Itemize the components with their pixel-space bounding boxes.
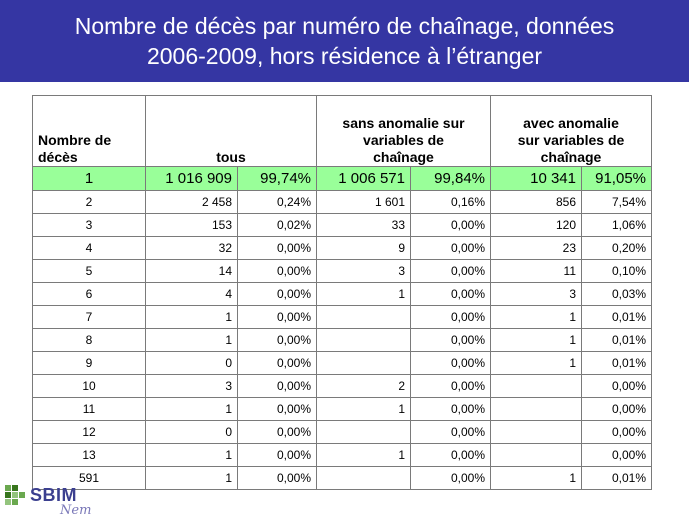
cell-avec-anomalie-pct: 7,54%: [582, 191, 652, 214]
cell-tous-n: 3: [146, 375, 238, 398]
cell-avec-anomalie-pct: 0,01%: [582, 306, 652, 329]
cell-sans-anomalie-pct: 0,16%: [411, 191, 491, 214]
cell-avec-anomalie-n: 1: [491, 467, 582, 490]
sbim-logo: [4, 484, 92, 518]
cell-avec-anomalie-n: 3: [491, 283, 582, 306]
table-row: [33, 375, 652, 398]
cell-avec-anomalie-n: 11: [491, 260, 582, 283]
cell-nombre-deces: 2: [33, 191, 146, 214]
cell-avec-anomalie-pct: 0,00%: [582, 421, 652, 444]
cell-avec-anomalie-pct: 0,00%: [582, 398, 652, 421]
cell-nombre-deces: 11: [33, 398, 146, 421]
cell-tous-pct: 0,00%: [238, 375, 317, 398]
cell-tous-pct: 0,00%: [238, 329, 317, 352]
deaths-table: [32, 95, 652, 490]
cell-tous-pct: 0,24%: [238, 191, 317, 214]
cell-sans-anomalie-pct: 0,00%: [411, 237, 491, 260]
table-row: [33, 283, 652, 306]
cell-nombre-deces: 5: [33, 260, 146, 283]
cell-tous-n: 1 016 909: [146, 167, 238, 191]
table-row: [33, 237, 652, 260]
cell-sans-anomalie-n: 1 006 571: [317, 167, 411, 191]
table-row: [33, 260, 652, 283]
table-row: [33, 214, 652, 237]
cell-tous-pct: 0,00%: [238, 467, 317, 490]
cell-sans-anomalie-n: [317, 329, 411, 352]
cell-avec-anomalie-n: 120: [491, 214, 582, 237]
cell-tous-pct: 0,00%: [238, 398, 317, 421]
header-tous: tous: [146, 96, 317, 167]
cell-tous-n: 153: [146, 214, 238, 237]
cell-avec-anomalie-pct: 0,10%: [582, 260, 652, 283]
cell-nombre-deces: 6: [33, 283, 146, 306]
cell-sans-anomalie-n: 1: [317, 444, 411, 467]
cell-nombre-deces: 7: [33, 306, 146, 329]
cell-sans-anomalie-n: 9: [317, 237, 411, 260]
cell-sans-anomalie-pct: 0,00%: [411, 467, 491, 490]
table-row: [33, 421, 652, 444]
cell-nombre-deces: 10: [33, 375, 146, 398]
cell-nombre-deces: 9: [33, 352, 146, 375]
cell-sans-anomalie-n: [317, 352, 411, 375]
logo-subtext: Nem: [60, 503, 92, 518]
cell-tous-n: 1: [146, 467, 238, 490]
table-row: [33, 444, 652, 467]
cell-tous-n: 2 458: [146, 191, 238, 214]
cell-sans-anomalie-n: 1 601: [317, 191, 411, 214]
cell-nombre-deces: 4: [33, 237, 146, 260]
slide-title: Nombre de décès par numéro de chaînage, données 2006-2009, hors résidence à l’étranger: [74, 13, 615, 69]
cell-avec-anomalie-n: 1: [491, 306, 582, 329]
table-row: [33, 467, 652, 490]
cell-avec-anomalie-n: 1: [491, 329, 582, 352]
cell-avec-anomalie-n: 10 341: [491, 167, 582, 191]
cell-avec-anomalie-pct: 0,01%: [582, 467, 652, 490]
cell-tous-pct: 0,00%: [238, 283, 317, 306]
cell-sans-anomalie-pct: 99,84%: [411, 167, 491, 191]
cell-avec-anomalie-n: 856: [491, 191, 582, 214]
cell-sans-anomalie-pct: 0,00%: [411, 352, 491, 375]
cell-tous-n: 1: [146, 444, 238, 467]
header-sans-anomalie: sans anomalie sur variables de chaînage: [317, 96, 491, 167]
cell-avec-anomalie-n: [491, 421, 582, 444]
table-row: [33, 306, 652, 329]
cell-sans-anomalie-pct: 0,00%: [411, 306, 491, 329]
cell-tous-pct: 0,00%: [238, 260, 317, 283]
cell-sans-anomalie-pct: 0,00%: [411, 214, 491, 237]
cell-tous-n: 0: [146, 421, 238, 444]
cell-tous-pct: 99,74%: [238, 167, 317, 191]
cell-nombre-deces: 13: [33, 444, 146, 467]
logo-text: SBIM: [30, 484, 77, 505]
table-row: [33, 352, 652, 375]
cell-sans-anomalie-n: 2: [317, 375, 411, 398]
cell-avec-anomalie-pct: 91,05%: [582, 167, 652, 191]
table-row: [33, 191, 652, 214]
cell-sans-anomalie-n: [317, 421, 411, 444]
cell-nombre-deces: 591: [33, 467, 146, 490]
cell-avec-anomalie-pct: 1,06%: [582, 214, 652, 237]
title-bar: [0, 0, 689, 82]
cell-nombre-deces: 1: [33, 167, 146, 191]
cell-tous-n: 1: [146, 306, 238, 329]
cell-avec-anomalie-n: [491, 444, 582, 467]
header-avec-anomalie: avec anomalie sur variables de chaînage: [491, 96, 652, 167]
cell-avec-anomalie-pct: 0,00%: [582, 444, 652, 467]
cell-avec-anomalie-n: [491, 375, 582, 398]
cell-avec-anomalie-n: 1: [491, 352, 582, 375]
cell-avec-anomalie-pct: 0,01%: [582, 329, 652, 352]
cell-sans-anomalie-n: 1: [317, 283, 411, 306]
table-row: [33, 329, 652, 352]
cell-sans-anomalie-pct: 0,00%: [411, 283, 491, 306]
cell-tous-n: 1: [146, 329, 238, 352]
cell-tous-pct: 0,00%: [238, 237, 317, 260]
cell-sans-anomalie-n: [317, 467, 411, 490]
cell-tous-n: 32: [146, 237, 238, 260]
cell-sans-anomalie-pct: 0,00%: [411, 375, 491, 398]
cell-avec-anomalie-pct: 0,01%: [582, 352, 652, 375]
cell-avec-anomalie-n: 23: [491, 237, 582, 260]
cell-sans-anomalie-pct: 0,00%: [411, 421, 491, 444]
cell-tous-pct: 0,00%: [238, 421, 317, 444]
header-nombre-deces: Nombre de décès: [33, 96, 146, 167]
cell-tous-pct: 0,00%: [238, 444, 317, 467]
cell-avec-anomalie-pct: 0,20%: [582, 237, 652, 260]
cell-sans-anomalie-n: 33: [317, 214, 411, 237]
cell-tous-pct: 0,00%: [238, 352, 317, 375]
cell-sans-anomalie-n: 1: [317, 398, 411, 421]
cell-tous-pct: 0,00%: [238, 306, 317, 329]
cell-avec-anomalie-n: [491, 398, 582, 421]
cell-sans-anomalie-pct: 0,00%: [411, 398, 491, 421]
cell-nombre-deces: 3: [33, 214, 146, 237]
cell-tous-pct: 0,02%: [238, 214, 317, 237]
cell-nombre-deces: 12: [33, 421, 146, 444]
squares-logo-icon: [4, 484, 26, 506]
table-row: [33, 398, 652, 421]
table-row: [33, 167, 652, 191]
cell-sans-anomalie-n: 3: [317, 260, 411, 283]
cell-tous-n: 1: [146, 398, 238, 421]
cell-tous-n: 14: [146, 260, 238, 283]
cell-tous-n: 4: [146, 283, 238, 306]
cell-sans-anomalie-pct: 0,00%: [411, 329, 491, 352]
cell-tous-n: 0: [146, 352, 238, 375]
cell-avec-anomalie-pct: 0,00%: [582, 375, 652, 398]
cell-sans-anomalie-pct: 0,00%: [411, 444, 491, 467]
cell-sans-anomalie-pct: 0,00%: [411, 260, 491, 283]
cell-sans-anomalie-n: [317, 306, 411, 329]
table-header-row: [33, 96, 652, 167]
cell-nombre-deces: 8: [33, 329, 146, 352]
cell-avec-anomalie-pct: 0,03%: [582, 283, 652, 306]
